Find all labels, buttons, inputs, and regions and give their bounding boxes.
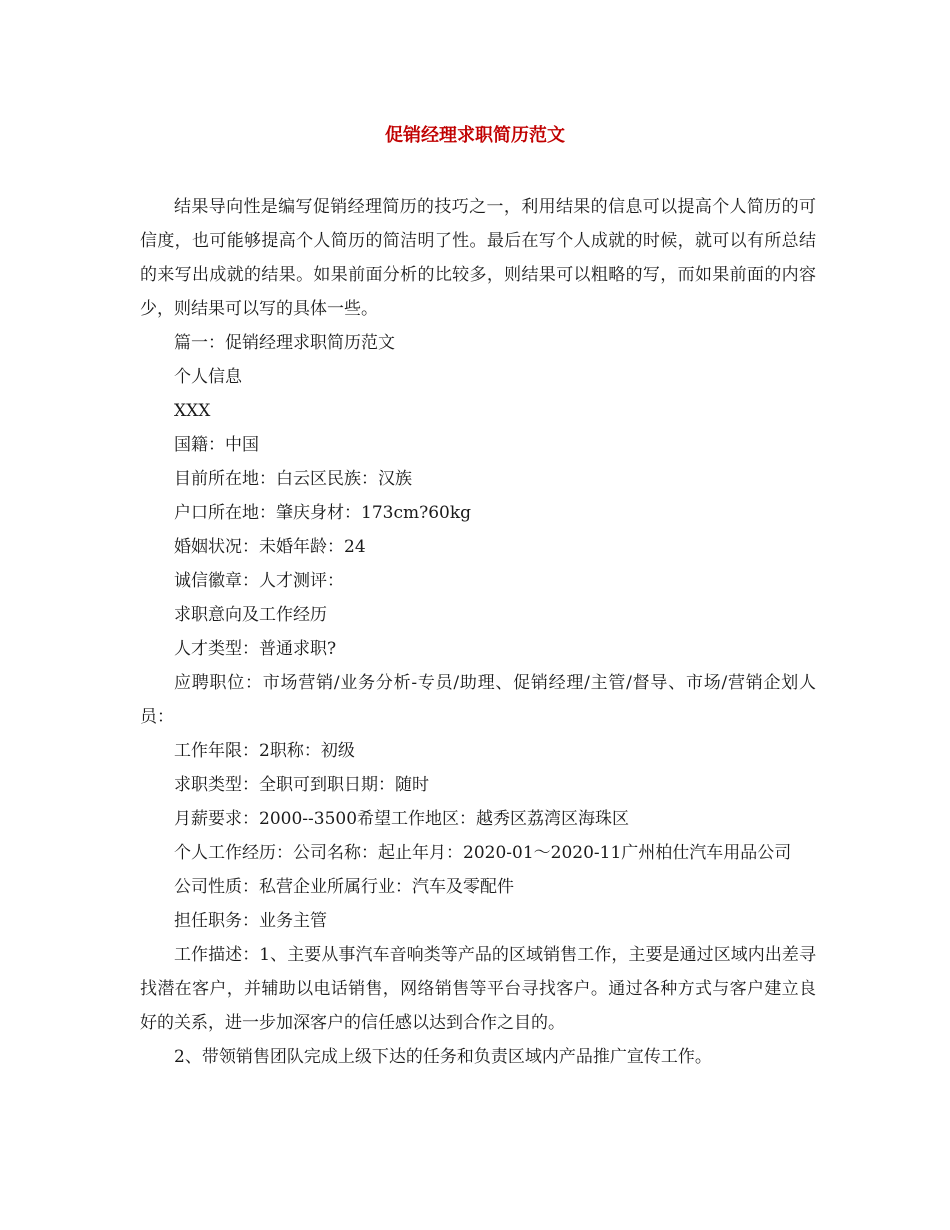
position-held-line: 担任职务：业务主管 <box>174 911 327 931</box>
company-nature-line: 公司性质：私营企业所属行业：汽车及零配件 <box>174 877 514 897</box>
nationality-line: 国籍：中国 <box>174 435 259 455</box>
candidate-name: XXX <box>174 401 211 421</box>
marital-age-line: 婚姻状况：未婚年龄：24 <box>174 537 366 557</box>
section-heading-part-one: 篇一：促销经理求职简历范文 <box>174 333 395 353</box>
salary-region-line: 月薪要求：2000--3500希望工作地区：越秀区荔湾区海珠区 <box>174 809 630 829</box>
location-ethnicity-line: 目前所在地：白云区民族：汉族 <box>174 469 412 489</box>
section-heading-job-intent: 求职意向及工作经历 <box>174 605 327 625</box>
job-description-paragraph: 工作描述：1、主要从事汽车音响类等产品的区域销售工作，主要是通过区域内出差寻找潜在客户，并辅助以电话销售，网络销售等平台寻找客户。通过各种方式与客户建立良好的关系，进一步加深客户的信任感以达到合作之目的。 <box>140 945 816 1033</box>
integrity-assessment-line: 诚信徽章：人才测评： <box>174 571 344 591</box>
applied-position-line: 应聘职位：市场营销/业务分析-专员/助理、促销经理/主管/督导、市场/营销企划人员： <box>140 673 816 727</box>
document-body <box>140 190 816 1074</box>
intro-paragraph: 结果导向性是编写促销经理简历的技巧之一，利用结果的信息可以提高个人简历的可信度，也可能够提高个人简历的简洁明了性。最后在写个人成就的时候，就可以有所总结的来写出成就的结果。如果前面分析的比较多，则结果可以粗略的写，而如果前面的内容少，则结果可以写的具体一些。 <box>140 197 816 319</box>
team-duty-paragraph: 2、带领销售团队完成上级下达的任务和负责区域内产品推广宣传工作。 <box>174 1047 712 1067</box>
talent-type-line: 人才类型：普通求职? <box>174 639 337 659</box>
experience-title-line: 工作年限：2职称：初级 <box>174 741 355 761</box>
hukou-height-weight-line: 户口所在地：肇庆身材：173cm?60kg <box>174 503 472 523</box>
job-type-availability-line: 求职类型：全职可到职日期：随时 <box>174 775 429 795</box>
work-history-line: 个人工作经历：公司名称：起止年月：2020-01～2020-11广州柏仕汽车用品公司 <box>174 843 792 863</box>
section-heading-personal-info: 个人信息 <box>174 367 242 387</box>
document-title: 促销经理求职简历范文 <box>385 125 565 146</box>
